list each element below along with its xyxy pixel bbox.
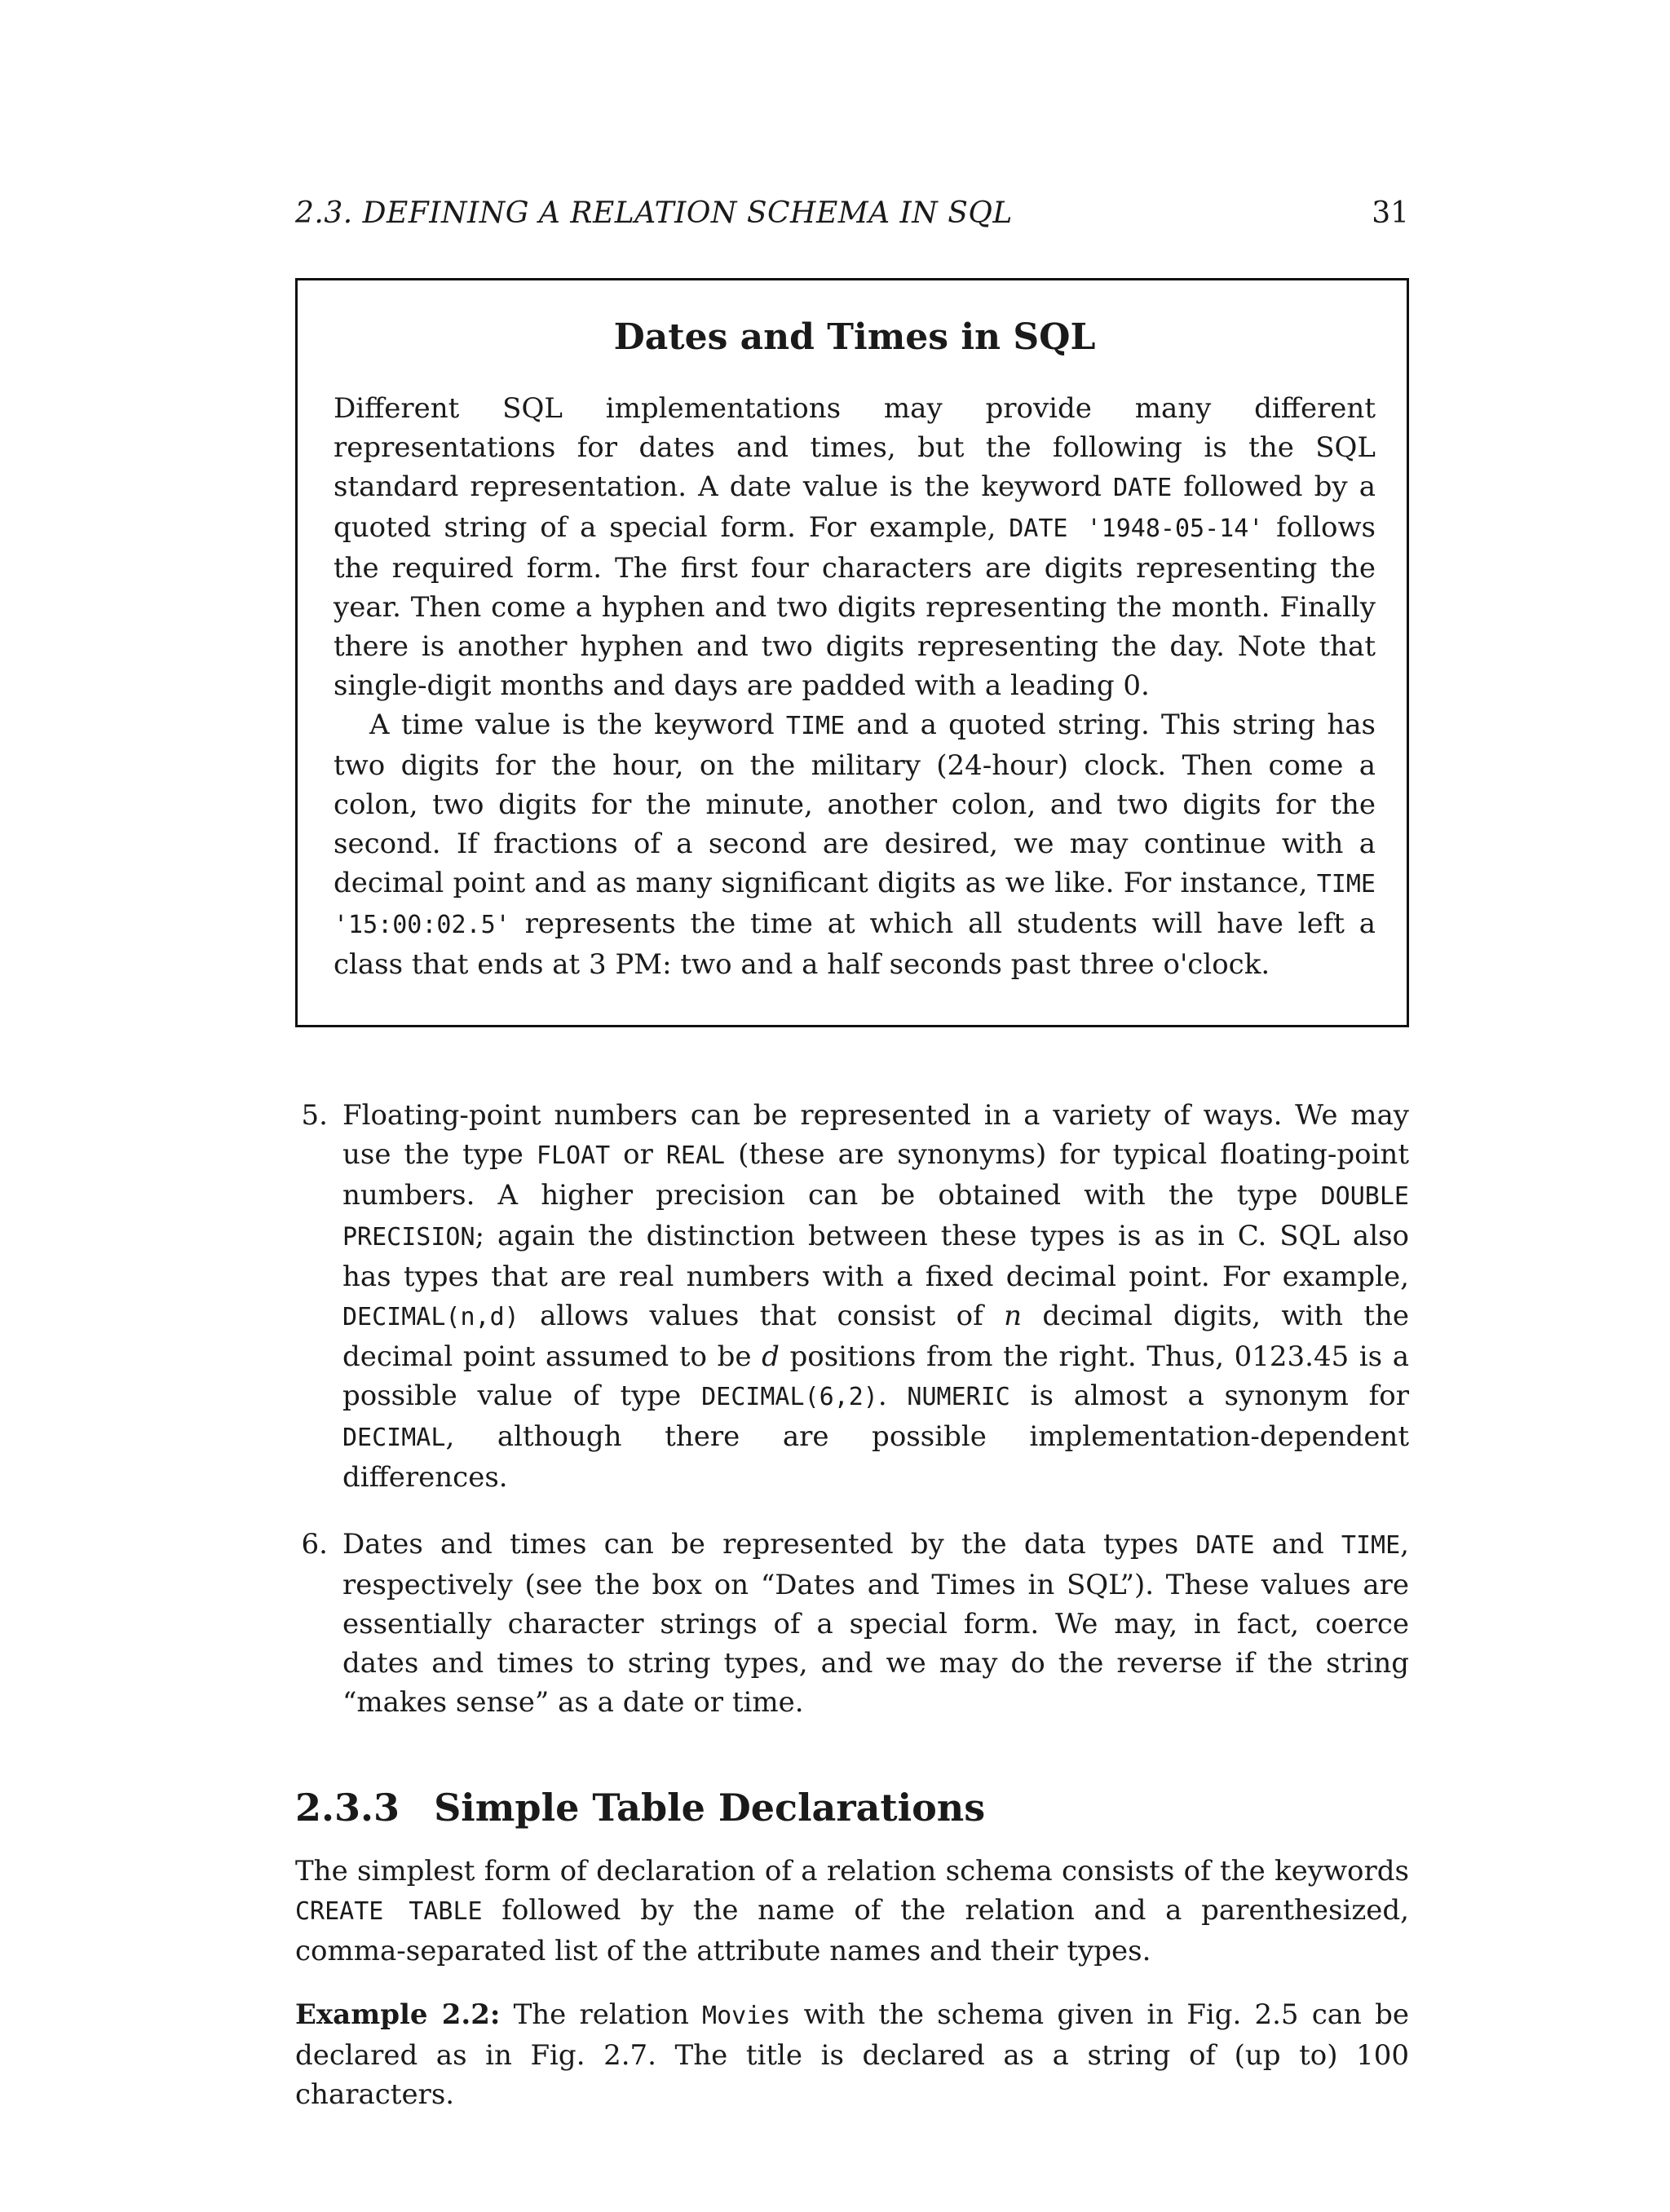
page-number: 31 bbox=[1372, 196, 1409, 230]
example-label: Example 2.2: bbox=[295, 1998, 501, 2032]
text: and bbox=[1254, 1527, 1341, 1561]
code-decimal: DECIMAL bbox=[342, 1423, 446, 1452]
code-movies: Movies bbox=[702, 2002, 791, 2031]
section-title: Simple Table Declarations bbox=[434, 1785, 986, 1830]
list-text bbox=[342, 1096, 1409, 1497]
running-head-title: 2.3. DEFINING A RELATION SCHEMA IN SQL bbox=[295, 196, 1013, 230]
list-number: 6. bbox=[301, 1527, 328, 1561]
text: is almost a synonym for bbox=[1010, 1379, 1409, 1412]
text: , respectively (see the box on “Dates and Times in SQL”). These values are essentially character strings of a special form. We may, in fact, coerce dates and times to string types, and we may do the reverse if the string “makes sense” as a date or time. bbox=[342, 1527, 1409, 1719]
running-head bbox=[295, 196, 1409, 231]
example-paragraph bbox=[295, 1995, 1409, 2114]
text: allows values that consist of bbox=[519, 1299, 1005, 1332]
text: or bbox=[610, 1137, 666, 1171]
code-decimal-62: DECIMAL(6,2) bbox=[701, 1382, 878, 1411]
list-item-5 bbox=[295, 1096, 1409, 1497]
sidebar-box-dates-times bbox=[295, 278, 1409, 1027]
text: A time value is the keyword bbox=[369, 708, 786, 741]
list-text bbox=[342, 1525, 1409, 1722]
box-paragraph-time bbox=[334, 705, 1376, 984]
text: follows the required form. The first four characters are digits representing the year. Then come a hyphen and two digits representing the month. Finally there is another hyphen and two digits representing the day. Note that single-digit months and days are padded with a leading 0. bbox=[334, 510, 1376, 702]
math-d: d bbox=[762, 1340, 780, 1373]
code-create-table: CREATE TABLE bbox=[295, 1897, 483, 1927]
math-n: n bbox=[1004, 1299, 1022, 1332]
text: positions from the right. Thus, 0123.45 is a possible value of type bbox=[342, 1340, 1410, 1412]
code-float: FLOAT bbox=[536, 1141, 611, 1170]
list-number: 5. bbox=[301, 1098, 328, 1132]
code-numeric: NUMERIC bbox=[907, 1382, 1010, 1411]
code-real: REAL bbox=[665, 1141, 726, 1170]
text: Different SQL implementations may provide many different representations for dates and times, but the following is the SQL standard representation. A date value is the keyword bbox=[334, 391, 1376, 503]
text: . bbox=[877, 1379, 908, 1412]
text: The simplest form of declaration of a relation schema consists of the keywords bbox=[295, 1855, 1409, 1888]
text: followed by the name of the relation and a parenthesized, comma-separated list of the attribute names and their types. bbox=[295, 1894, 1409, 1968]
code-date-example: DATE '1948-05-14' bbox=[1009, 514, 1264, 543]
text: ; again the distinction between these types is as in C. SQL also has types that are real numbers with a fixed decimal point. For example, bbox=[342, 1219, 1409, 1293]
text: with the schema given in Fig. 2.5 can be declared as in Fig. 2.7. The title is declared as a string of (up to) 100 characters. bbox=[295, 1998, 1409, 2112]
box-title: Dates and Times in SQL bbox=[613, 316, 1096, 359]
section-number: 2.3.3 bbox=[295, 1785, 400, 1830]
text: decimal digits, with the decimal point assumed to be bbox=[342, 1299, 1409, 1373]
text: represents the time at which all students will have left a class that ends at 3 PM: two and a half seconds past three o'clock. bbox=[334, 907, 1376, 981]
box-paragraph-date bbox=[334, 389, 1376, 705]
text: Floating-point numbers can be represented in a variety of ways. We may use the type bbox=[342, 1098, 1409, 1171]
type-list bbox=[295, 1096, 1409, 1722]
section-heading bbox=[295, 1786, 1409, 1830]
text: (these are synonyms) for typical floating-point numbers. A higher precision can be obtained with the type bbox=[342, 1137, 1409, 1212]
code-decimal-nd: DECIMAL(n,d) bbox=[342, 1302, 519, 1331]
code-date: DATE bbox=[1195, 1530, 1255, 1560]
text: , although there are possible implementation-dependent differences. bbox=[342, 1419, 1409, 1494]
code-double-precision: DOUBLE PRECISION bbox=[342, 1181, 1409, 1252]
code-time-keyword: TIME bbox=[785, 711, 846, 740]
code-time: TIME bbox=[1341, 1530, 1401, 1560]
text: followed by a quoted string of a special form. For example, bbox=[334, 470, 1376, 544]
page bbox=[295, 196, 1409, 2139]
code-time-example: TIME '15:00:02.5' bbox=[334, 869, 1376, 939]
text: Dates and times can be represented by the data types bbox=[342, 1527, 1196, 1561]
text: and a quoted string. This string has two digits for the hour, on the military (24-hour) clock. Then come a colon, two digits for the minute, another colon, and two digits for the second. If fractions of a second are desired, we may continue with a decimal point and as many significant digits as we like. For instance, bbox=[334, 708, 1376, 899]
paragraph-simple-declarations bbox=[295, 1852, 1409, 1971]
text: The relation bbox=[500, 1998, 703, 2032]
list-item-6 bbox=[295, 1525, 1409, 1722]
code-date-keyword: DATE bbox=[1112, 473, 1173, 502]
